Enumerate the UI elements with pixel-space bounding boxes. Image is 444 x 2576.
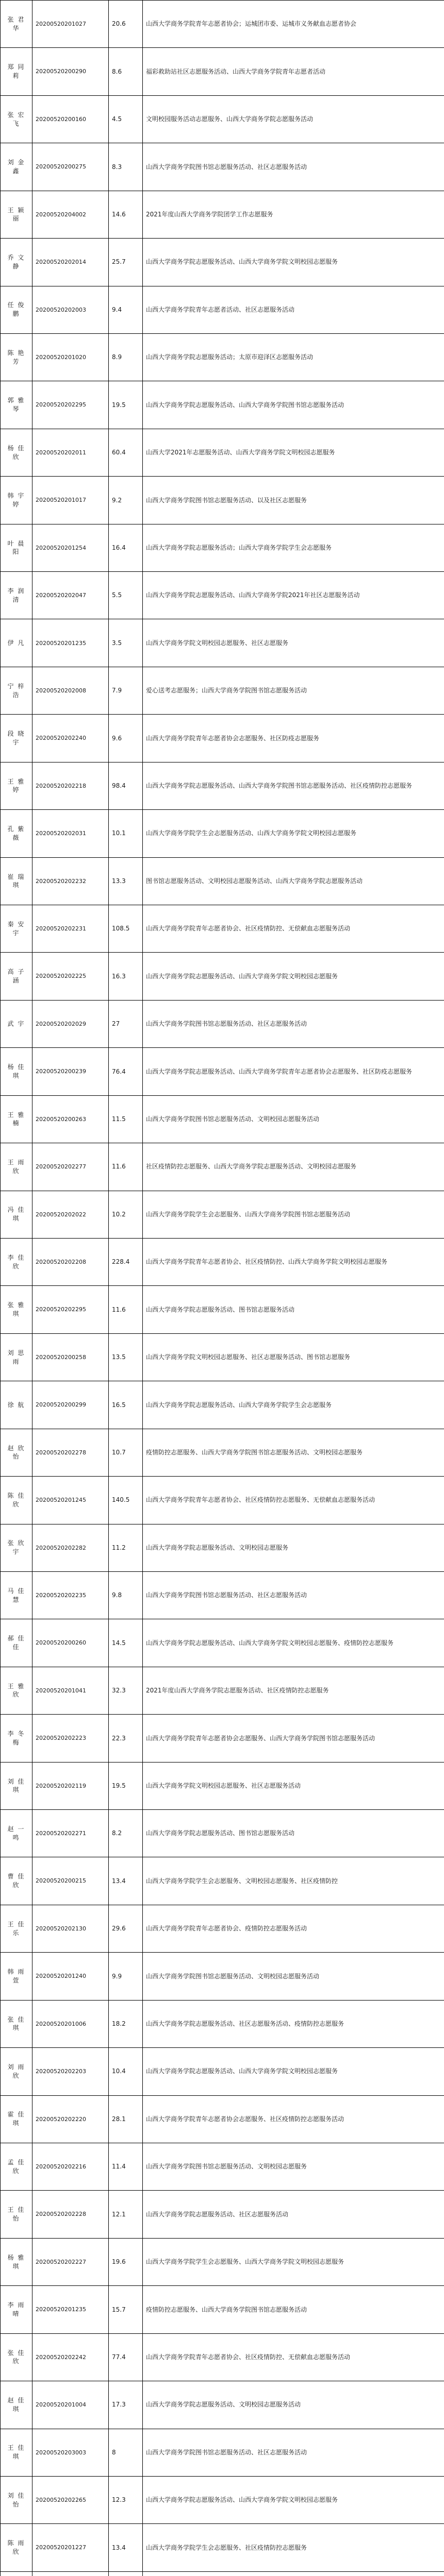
table-row [1,1524,444,1571]
volunteer-hours-cell: 20.6 [109,1,143,48]
table-row [1,1905,444,1952]
table-row [1,191,444,238]
volunteer-hours-cell: 9.9 [109,1953,143,2000]
volunteer-id-cell: 20200520202220 [32,2095,109,2143]
volunteer-activity-cell: 山西大学商务学院志愿服务活动、山西大学商务学院学生会志愿服务 [143,1381,444,1429]
volunteer-hours-cell: 11.4 [109,2143,143,2190]
volunteer-name-cell: 李 佳 欣 [1,1238,32,1285]
volunteer-id-cell: 20200520202282 [32,1524,109,1571]
volunteer-hours-cell: 29.6 [109,1905,143,1952]
volunteer-activity-cell: 山西大学商务学院青年志愿者协会、社区疫情防控志愿服务、无偿献血志愿服务活动 [143,1477,444,1524]
volunteer-activity-cell: 山西大学商务学院志愿服务活动；山西大学商务学院学生会志愿服务 [143,524,444,571]
volunteer-name-cell: 王 佳 怡 [1,2191,32,2238]
table-row [1,1762,444,1809]
table-row [1,1191,444,1238]
volunteer-name-cell: 李 冬 梅 [1,1715,32,1762]
volunteer-name-cell: 王 雅 楠 [1,1095,32,1143]
volunteer-hours-cell: 28.1 [109,2095,143,2143]
volunteer-hours-cell: 12.3 [109,2476,143,2523]
volunteer-id-cell: 20200520202295 [32,381,109,429]
volunteer-hours-cell: 27 [109,1000,143,1047]
volunteer-hours-cell: 16.5 [109,1381,143,1429]
volunteer-activity-cell: 2021年度山西大学商务学院志愿服务活动、社区疫情防控志愿服务 [143,1667,444,1714]
volunteer-hours-cell: 25.7 [109,239,143,286]
volunteer-name-cell: 宁 梓 浩 [1,667,32,714]
table-row [1,857,444,905]
volunteer-activity-cell: 山西大学商务学院志愿服务活动、社区志愿服务活动 [143,2191,444,2238]
volunteer-hours-cell: 12.1 [109,2191,143,2238]
volunteer-id-cell: 20200520202047 [32,572,109,619]
volunteer-id-cell: 20200520202265 [32,2476,109,2523]
volunteer-hours-cell: 98.4 [109,762,143,809]
volunteer-id-cell: 20200520200299 [32,1381,109,1429]
volunteer-name-cell: 郑 同 莉 [1,48,32,95]
table-row [1,1286,444,1333]
volunteer-name-cell: 陈 佳 欣 [1,1477,32,1524]
volunteer-hours-cell: 9.8 [109,1571,143,1619]
volunteer-id-cell: 20200520202218 [32,762,109,809]
table-row [1,1,444,48]
volunteer-id-cell: 20200520202029 [32,1000,109,1047]
table-row [1,619,444,667]
volunteer-name-cell: 孟 佳 欣 [1,2143,32,2190]
table-row [1,667,444,714]
volunteer-activity-cell: 山西大学商务学院青年志愿者活动、社区志愿服务活动 [143,286,444,333]
volunteer-hours-cell: 8.3 [109,143,143,191]
volunteer-id-cell: 20200520200260 [32,1619,109,1667]
volunteer-activity-cell: 山西大学商务学院青年志愿者协会志愿服务、社区疫情防控志愿服务活动 [143,2095,444,2143]
table-row [1,1238,444,1285]
volunteer-hours-cell: 9.2 [109,477,143,524]
volunteer-id-cell: 20200520202240 [32,715,109,762]
volunteer-activity-cell: 山西大学商务学院志愿服务活动、文明校园志愿服务活动 [143,2381,444,2429]
volunteer-hours-cell: 8.2 [109,1810,143,1857]
table-row [1,1000,444,1047]
volunteer-id-cell: 20200520202119 [32,1762,109,1809]
volunteer-activity-cell: 山西大学商务学院志愿服务活动、山西大学商务学院文明校园志愿服务、疫情防控志愿服务 [143,1619,444,1667]
volunteer-hours-cell: 14.5 [109,1619,143,1667]
volunteer-id-cell: 20200520202227 [32,2238,109,2285]
volunteer-hours-cell: 228.4 [109,1238,143,1285]
table-row [1,1143,444,1191]
volunteer-id-cell: 20200520200290 [32,48,109,95]
table-row [1,2429,444,2476]
volunteer-activity-cell [143,2571,444,2576]
volunteer-name-cell: 赵 一 鸣 [1,1810,32,1857]
volunteer-activity-cell: 山西大学商务学院志愿服务活动；太原市迎泽区志愿服务活动 [143,333,444,381]
volunteer-id-cell: 20200520201235 [32,619,109,667]
table-row [1,2048,444,2095]
volunteer-name-cell: 赵 佳 琪 [1,2381,32,2429]
volunteer-id-cell: 20200520202223 [32,1715,109,1762]
volunteer-activity-cell: 山西大学商务学院图书馆志愿服务活动、文明校园志愿服务活动 [143,1095,444,1143]
volunteer-name-cell: 郝 佳 佳 [1,1619,32,1667]
volunteer-name-cell: 李 润 清 [1,572,32,619]
volunteer-activity-cell: 山西大学商务学院文明校园志愿服务、社区志愿服务 [143,619,444,667]
volunteer-name-cell: 张 佳 欣 [1,2333,32,2381]
volunteer-hours-cell: 13.3 [109,857,143,905]
volunteer-name-cell: 王 雅 婷 [1,762,32,809]
volunteer-activity-cell: 山西大学商务学院青年志愿者协会志愿服务、山西大学商务学院图书馆志愿服务活动 [143,1715,444,1762]
volunteer-hours-cell: 10.7 [109,1429,143,1476]
volunteer-activity-cell: 山西大学商务学院志愿服务活动、山西大学商务学院2021年社区志愿服务活动 [143,572,444,619]
table-row [1,1048,444,1095]
volunteer-name-cell: 霍 佳 琪 [1,2095,32,2143]
table-row [1,524,444,571]
volunteer-hours-cell: 14.6 [109,191,143,238]
volunteer-hours-cell: 76.4 [109,1048,143,1095]
volunteer-activity-cell: 山西大学商务学院志愿服务活动、山西大学商务学院图书馆志愿服务活动、社区疫情防控志愿服务 [143,762,444,809]
volunteer-hours-cell: 7.9 [109,667,143,714]
volunteer-id-cell: 20200520202235 [32,1571,109,1619]
volunteer-id-cell: 20200520201245 [32,1477,109,1524]
volunteer-id-cell: 20200520200160 [32,95,109,143]
volunteer-hours-cell: 13.4 [109,2524,143,2571]
volunteer-name-cell: 刘 思 雨 [1,1333,32,1381]
volunteer-id-cell: 20200520201017 [32,477,109,524]
volunteer-hours-cell: 16.4 [109,524,143,571]
table-row [1,1477,444,1524]
volunteer-id-cell: 20200520202232 [32,857,109,905]
table-row [1,286,444,333]
volunteer-activity-cell: 疫情防控志愿服务、山西大学商务学院图书馆志愿服务活动 [143,2286,444,2333]
volunteer-name-cell: 刘 佳 怡 [1,2476,32,2523]
volunteer-hours-cell: 19.6 [109,2238,143,2285]
volunteer-name-cell: 伊 凡 [1,619,32,667]
table-row [1,1857,444,1905]
volunteer-id-cell: 20200520202130 [32,1905,109,1952]
table-row [1,1381,444,1429]
volunteer-id-cell: 20200520201235 [32,2286,109,2333]
volunteer-id-cell: 20200520201004 [32,2381,109,2429]
volunteer-id-cell: 20200520202216 [32,2143,109,2190]
volunteer-hours-cell: 22.3 [109,1715,143,1762]
table-row [1,1810,444,1857]
volunteer-hours-cell: 11.2 [109,1524,143,1571]
volunteer-activity-cell: 山西大学商务学院文明校园志愿服务、社区志愿服务活动 [143,1762,444,1809]
volunteer-name-cell: 郭 雅 琴 [1,381,32,429]
volunteer-name-cell: 曹 佳 欣 [1,1857,32,1905]
volunteer-id-cell: 20200520200239 [32,1048,109,1095]
volunteer-activity-cell: 山西大学商务学院文明校园志愿服务、社区志愿服务活动、图书馆志愿服务 [143,1333,444,1381]
volunteer-hours-cell: 10.1 [109,810,143,857]
volunteer-name-cell: 刘 金 鑫 [1,143,32,191]
table-row [1,381,444,429]
volunteer-id-cell: 20200520201254 [32,524,109,571]
volunteer-activity-cell: 文明校园服务活动志愿服务、山西大学商务学院志愿服务活动 [143,95,444,143]
volunteer-name-cell: 任 俊 鹏 [1,286,32,333]
table-row [1,953,444,1000]
table-row [1,2238,444,2285]
table-row [1,429,444,476]
volunteer-name-cell: 张 雅 琪 [1,1286,32,1333]
volunteer-name-cell: 韩 雨 萱 [1,1953,32,2000]
volunteer-id-cell: 20200520202208 [32,1238,109,1285]
volunteer-activity-cell: 山西大学商务学院图书馆志愿服务活动、社区志愿服务活动 [143,143,444,191]
volunteer-id-cell: 20200520201020 [32,333,109,381]
volunteer-hours-cell: 10.4 [109,2048,143,2095]
volunteer-id-cell [32,2571,109,2576]
volunteer-id-cell: 20200520202031 [32,810,109,857]
volunteer-name-cell: 徐 航 [1,1381,32,1429]
volunteer-id-cell: 20200520200215 [32,1857,109,1905]
volunteer-name-cell: 王 佳 琪 [1,2429,32,2476]
table-row [1,2191,444,2238]
volunteer-name-cell: 王 雨 欣 [1,1143,32,1191]
volunteer-hours-cell: 9.6 [109,715,143,762]
volunteer-name-cell: 刘 佳 琪 [1,1762,32,1809]
volunteer-hours-cell: 19.5 [109,381,143,429]
table-row [1,762,444,809]
volunteer-activity-cell: 山西大学商务学院图书馆志愿服务活动、社区志愿服务活动 [143,1000,444,1047]
volunteer-activity-cell: 山西大学商务学院志愿服务活动、文明校园志愿服务 [143,1524,444,1571]
table-row [1,715,444,762]
volunteer-name-cell [1,2571,32,2576]
table-row [1,239,444,286]
volunteer-hours-cell: 17.3 [109,2381,143,2429]
volunteer-name-cell: 崔 瑞 琪 [1,857,32,905]
volunteer-id-cell: 20200520202271 [32,1810,109,1857]
volunteer-activity-cell: 福彩救助站社区志愿服务活动、山西大学商务学院青年志愿者活动 [143,48,444,95]
volunteer-activity-cell: 山西大学商务学院图书馆志愿服务活动、以及社区志愿服务 [143,477,444,524]
volunteer-name-cell: 王 颖 丽 [1,191,32,238]
table-row [1,2476,444,2523]
volunteer-name-cell: 张 欣 宇 [1,1524,32,1571]
table-row [1,2286,444,2333]
volunteer-activity-cell: 山西大学商务学院青年志愿者协会、疫情防控志愿服务活动 [143,1905,444,1952]
volunteer-name-cell: 张 君 华 [1,1,32,48]
volunteer-activity-cell: 山西大学商务学院志愿服务活动、图书馆志愿服务活动 [143,1810,444,1857]
table-row [1,2571,444,2576]
volunteer-id-cell: 20200520202008 [32,667,109,714]
volunteer-name-cell: 杨 佳 欣 [1,429,32,476]
volunteer-id-cell: 20200520202231 [32,905,109,953]
volunteer-id-cell: 20200520201227 [32,2524,109,2571]
volunteer-name-cell: 王 雅 欣 [1,1667,32,1714]
volunteer-id-cell: 20200520201027 [32,1,109,48]
volunteer-activity-cell: 山西大学商务学院青年志愿者协会、社区疫情防控、无偿献血志愿服务活动 [143,2333,444,2381]
table-row [1,143,444,191]
table-row [1,810,444,857]
volunteer-name-cell: 李 雨 晴 [1,2286,32,2333]
volunteer-hours-cell: 19.5 [109,1762,143,1809]
volunteer-activity-cell: 山西大学商务学院学生会志愿服务、社区疫情防控志愿服务 [143,2524,444,2571]
table-row [1,2333,444,2381]
volunteer-hours-cell: 15.7 [109,2286,143,2333]
volunteer-hours-cell: 9.4 [109,286,143,333]
volunteer-activity-cell: 山西大学商务学院学生会志愿服务、山西大学商务学院文明校园志愿服务 [143,2238,444,2285]
volunteer-activity-cell: 山西大学2021年志愿服务活动、山西大学商务学院文明校园志愿服务 [143,429,444,476]
volunteer-id-cell: 20200520200275 [32,143,109,191]
table-row [1,1095,444,1143]
volunteer-name-cell: 乔 文 静 [1,239,32,286]
volunteer-name-cell: 陈 艳 芳 [1,333,32,381]
volunteer-hours-cell: 8 [109,2429,143,2476]
volunteer-hours-cell: 77.4 [109,2333,143,2381]
volunteer-id-cell: 20200520202277 [32,1143,109,1191]
table-row [1,1429,444,1476]
table-row [1,572,444,619]
table-row [1,2381,444,2429]
volunteer-id-cell: 20200520200263 [32,1095,109,1143]
volunteer-activity-cell: 山西大学商务学院图书馆志愿服务活动、社区志愿服务活动 [143,1571,444,1619]
table-row [1,1571,444,1619]
volunteer-hours-cell: 18.2 [109,2000,143,2047]
volunteer-activity-cell: 图书馆志愿服务活动、文明校园志愿服务活动、山西大学商务学院志愿服务活动 [143,857,444,905]
table-row [1,905,444,953]
volunteer-activity-cell: 山西大学商务学院学生会志愿服务、山西大学商务学院图书馆志愿服务活动 [143,1191,444,1238]
volunteer-id-cell: 20200520201041 [32,1667,109,1714]
volunteer-activity-cell: 山西大学商务学院图书馆志愿服务活动、文明校园志愿服务活动 [143,1953,444,2000]
table-row [1,477,444,524]
volunteer-hours-cell: 60.4 [109,429,143,476]
volunteer-name-cell: 杨 雅 琪 [1,2238,32,2285]
volunteer-activity-cell: 山西大学商务学院图书馆志愿服务活动、社区志愿服务活动 [143,2429,444,2476]
volunteer-activity-cell: 山西大学商务学院青年志愿者协会志愿服务、社区防疫志愿服务 [143,715,444,762]
volunteer-name-cell: 杨 佳 琪 [1,1048,32,1095]
table-row [1,1953,444,2000]
volunteer-id-cell: 20200520202225 [32,953,109,1000]
volunteer-hours-cell: 8.6 [109,48,143,95]
table-row [1,2000,444,2047]
volunteer-name-cell: 叶 晨 阳 [1,524,32,571]
table-row [1,333,444,381]
volunteer-name-cell: 高 子 涵 [1,953,32,1000]
volunteer-activity-cell: 社区疫情防控志愿服务、山西大学商务学院志愿服务活动、文明校园志愿服务 [143,1143,444,1191]
volunteer-id-cell: 20200520202228 [32,2191,109,2238]
volunteer-activity-cell: 山西大学商务学院学生会志愿服务、文明校园志愿服务、社区疫情防控 [143,1857,444,1905]
volunteer-name-cell: 刘 雨 欣 [1,2048,32,2095]
volunteer-hours-cell: 11.6 [109,1286,143,1333]
table-row [1,1715,444,1762]
volunteer-activity-cell: 山西大学商务学院志愿服务活动、山西大学商务学院文明校园志愿服务 [143,239,444,286]
volunteer-hours-cell: 108.5 [109,905,143,953]
volunteer-name-cell: 孔 紫 薇 [1,810,32,857]
volunteer-activity-cell: 山西大学商务学院志愿服务活动、山西大学商务学院文明校园志愿服务 [143,953,444,1000]
volunteer-id-cell: 20200520202022 [32,1191,109,1238]
volunteer-name-cell: 段 晓 宇 [1,715,32,762]
volunteer-hours-cell: 5.5 [109,572,143,619]
volunteer-activity-cell: 山西大学商务学院青年志愿者协会；运城团市委、运城市义务献血志愿者协会 [143,1,444,48]
volunteer-activity-cell: 山西大学商务学院青年志愿者协会、社区疫情防控、山西大学商务学院文明校园志愿服务 [143,1238,444,1285]
table-row [1,1333,444,1381]
volunteer-name-cell: 武 宇 [1,1000,32,1047]
volunteer-name-cell: 赵 欣 怡 [1,1429,32,1476]
volunteer-activity-cell: 爱心送考志愿服务；山西大学商务学院图书馆志愿服务活动 [143,667,444,714]
volunteer-id-cell: 20200520202003 [32,286,109,333]
table-row [1,1667,444,1714]
volunteer-hours-cell: 8.9 [109,333,143,381]
volunteer-hours-cell: 10.2 [109,1191,143,1238]
volunteer-activity-cell: 山西大学商务学院图书馆志愿服务活动、文明校园志愿服务 [143,2143,444,2190]
table-row [1,95,444,143]
volunteer-activity-cell: 2021年度山西大学商务学院团学工作志愿服务 [143,191,444,238]
volunteer-hours-cell: 4.5 [109,95,143,143]
volunteer-hours-cell: 13.5 [109,1333,143,1381]
volunteer-hours-cell: 11.5 [109,1095,143,1143]
volunteer-hours-cell: 32.3 [109,1667,143,1714]
volunteer-id-cell: 20200520204002 [32,191,109,238]
volunteer-activity-cell: 山西大学商务学院志愿服务活动、图书馆志愿服务活动 [143,1286,444,1333]
volunteer-name-cell: 韩 宇 婷 [1,477,32,524]
volunteer-name-cell: 马 佳 慧 [1,1571,32,1619]
table-row [1,2095,444,2143]
volunteer-activity-cell: 山西大学商务学院志愿服务活动、山西大学商务学院青年志愿者协会志愿服务、社区防疫志愿服务 [143,1048,444,1095]
volunteer-activity-cell: 山西大学商务学院志愿服务活动、山西大学商务学院文明校园志愿服务 [143,2476,444,2523]
volunteer-hours-cell: 13.4 [109,1857,143,1905]
volunteer-id-cell: 20200520201240 [32,1953,109,2000]
volunteer-name-cell: 张 佳 琪 [1,2000,32,2047]
volunteer-id-cell: 20200520202011 [32,429,109,476]
volunteer-activity-cell: 山西大学商务学院学生会志愿服务活动、山西大学商务学院文明校园志愿服务 [143,810,444,857]
volunteer-id-cell: 20200520201006 [32,2000,109,2047]
volunteer-activity-cell: 山西大学商务学院青年志愿者协会、社区疫情防控、无偿献血志愿服务活动 [143,905,444,953]
volunteer-id-cell: 20200520202278 [32,1429,109,1476]
volunteer-hours-cell: 3.5 [109,619,143,667]
table-row [1,48,444,95]
volunteer-id-cell: 20200520202295 [32,1286,109,1333]
volunteer-name-cell: 陈 雨 欣 [1,2524,32,2571]
volunteer-hours-cell [109,2571,143,2576]
volunteer-hours-cell: 16.3 [109,953,143,1000]
volunteer-id-cell: 20200520203003 [32,2429,109,2476]
table-row [1,1619,444,1667]
volunteer-id-cell: 20200520202242 [32,2333,109,2381]
table-row [1,2524,444,2571]
volunteer-name-cell: 王 佳 乐 [1,1905,32,1952]
volunteer-name-cell: 冯 佳 琪 [1,1191,32,1238]
volunteer-name-cell: 秦 安 宇 [1,905,32,953]
volunteer-activity-cell: 山西大学商务学院志愿服务活动、社区志愿服务活动、疫情防控志愿服务 [143,2000,444,2047]
volunteer-id-cell: 20200520200258 [32,1333,109,1381]
volunteer-id-cell: 20200520202203 [32,2048,109,2095]
table-row [1,2143,444,2190]
volunteer-record-body [1,1,444,2576]
volunteer-activity-cell: 疫情防控志愿服务、山西大学商务学院图书馆志愿服务活动、文明校园志愿服务 [143,1429,444,1476]
volunteer-hours-cell: 11.6 [109,1143,143,1191]
volunteer-activity-cell: 山西大学商务学院志愿服务活动、山西大学商务学院文明校园志愿服务 [143,2048,444,2095]
volunteer-id-cell: 20200520202014 [32,239,109,286]
volunteer-hours-cell: 140.5 [109,1477,143,1524]
volunteer-name-cell: 张 宏 飞 [1,95,32,143]
volunteer-activity-cell: 山西大学商务学院志愿服务活动、山西大学商务学院图书馆志愿服务活动 [143,381,444,429]
